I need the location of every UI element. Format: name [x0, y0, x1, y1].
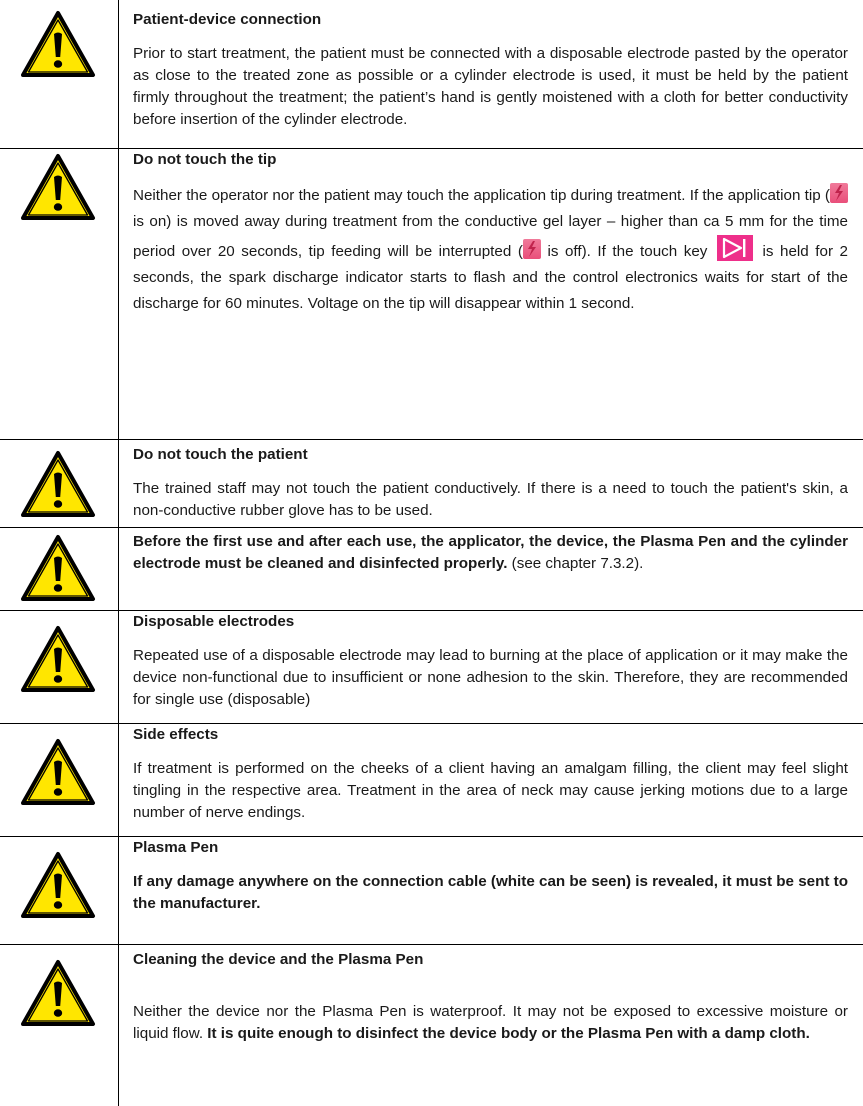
body-text: Neither the device nor the Plasma Pen is waterproof. It may not be exposed to excessive moisture or liquid flow. — [133, 1003, 848, 1042]
spark-discharge-icon — [523, 239, 541, 259]
row-body: The trained staff may not touch the patient conductively. If there is a need to touch the patient's skin, a non-conductive rubber glove has to be used. — [133, 480, 848, 519]
row-body — [133, 531, 848, 575]
row-title: Plasma Pen — [133, 839, 219, 856]
warning-row-plasma-pen — [0, 837, 863, 944]
row-body: If any damage anywhere on the connection cable (white can be seen) is revealed, it must be sent to the manufacturer. — [133, 873, 848, 912]
row-body: Prior to start treatment, the patient must be connected with a disposable electrode pasted by the operator as close to the treated zone as possible or a cylinder electrode is used, it must be held by the patient firmly throughout the treatment; the patient’s hand is gently moistened with a cloth for better conductivity before insertion of the cylinder electrode. — [133, 45, 848, 128]
body-text: is on) is moved away during treatment from the conductive gel layer – higher than ca 5 mm for the time period over 20 seconds, tip feeding will be interrupted ( — [133, 213, 848, 260]
row-title: Side effects — [133, 726, 219, 743]
touch-key-play-end-icon — [717, 235, 753, 261]
body-text: (see chapter 7.3.2). — [507, 555, 644, 572]
warning-row-cleaning-before-use — [0, 528, 863, 610]
warning-triangle-icon — [20, 738, 96, 806]
row-body: If treatment is performed on the cheeks of a client having an amalgam filling, the client may feel slight tingling in the respective area. Treatment in the area of neck may cause jerking motions due to a large number of nerve endings. — [133, 760, 848, 821]
row-title: Do not touch the patient — [133, 446, 308, 463]
warning-row-side-effects — [0, 724, 863, 836]
warning-triangle-icon — [20, 959, 96, 1027]
warning-triangle-icon — [20, 153, 96, 221]
warning-triangle-icon — [20, 851, 96, 919]
row-body: Repeated use of a disposable electrode may lead to burning at the place of application or it may make the device non-functional due to insufficient or none adhesion to the skin. Therefore, they are recommended for single use (disposable) — [133, 647, 848, 708]
row-title: Patient-device connection — [133, 11, 322, 28]
warning-row-do-not-touch-patient — [0, 440, 863, 527]
row-title: Cleaning the device and the Plasma Pen — [133, 951, 424, 968]
warning-triangle-icon — [20, 534, 96, 602]
spark-discharge-icon — [830, 183, 848, 203]
warning-triangle-icon — [20, 625, 96, 693]
body-text: is off). If the touch key — [540, 243, 714, 260]
row-title: Do not touch the tip — [133, 151, 277, 168]
warning-row-disposable-electrodes — [0, 611, 863, 723]
row-title: Disposable electrodes — [133, 613, 295, 630]
row-body — [133, 1001, 848, 1045]
warning-triangle-icon — [20, 10, 96, 78]
warning-row-cleaning-device — [0, 945, 863, 1106]
row-body — [133, 183, 848, 317]
warning-row-do-not-touch-tip — [0, 149, 863, 439]
warning-triangle-icon — [20, 450, 96, 518]
body-text: Neither the operator nor the patient may touch the application tip during treatment. If the application tip ( — [133, 187, 830, 204]
warning-row-patient-device-connection — [0, 0, 863, 148]
body-bold-text: It is quite enough to disinfect the device body or the Plasma Pen with a damp cloth. — [207, 1025, 810, 1042]
body-text: is held for 2 seconds, the spark discharge indicator starts to flash and the control electronics waits for start of the discharge for 60 minutes. Voltage on the tip will disappear within 1 second. — [133, 243, 849, 312]
body-bold-text: Before the first use and after each use, the applicator, the device, the Plasma Pen and the cylinder electrode must be cleaned and disinfected properly. — [133, 533, 848, 572]
